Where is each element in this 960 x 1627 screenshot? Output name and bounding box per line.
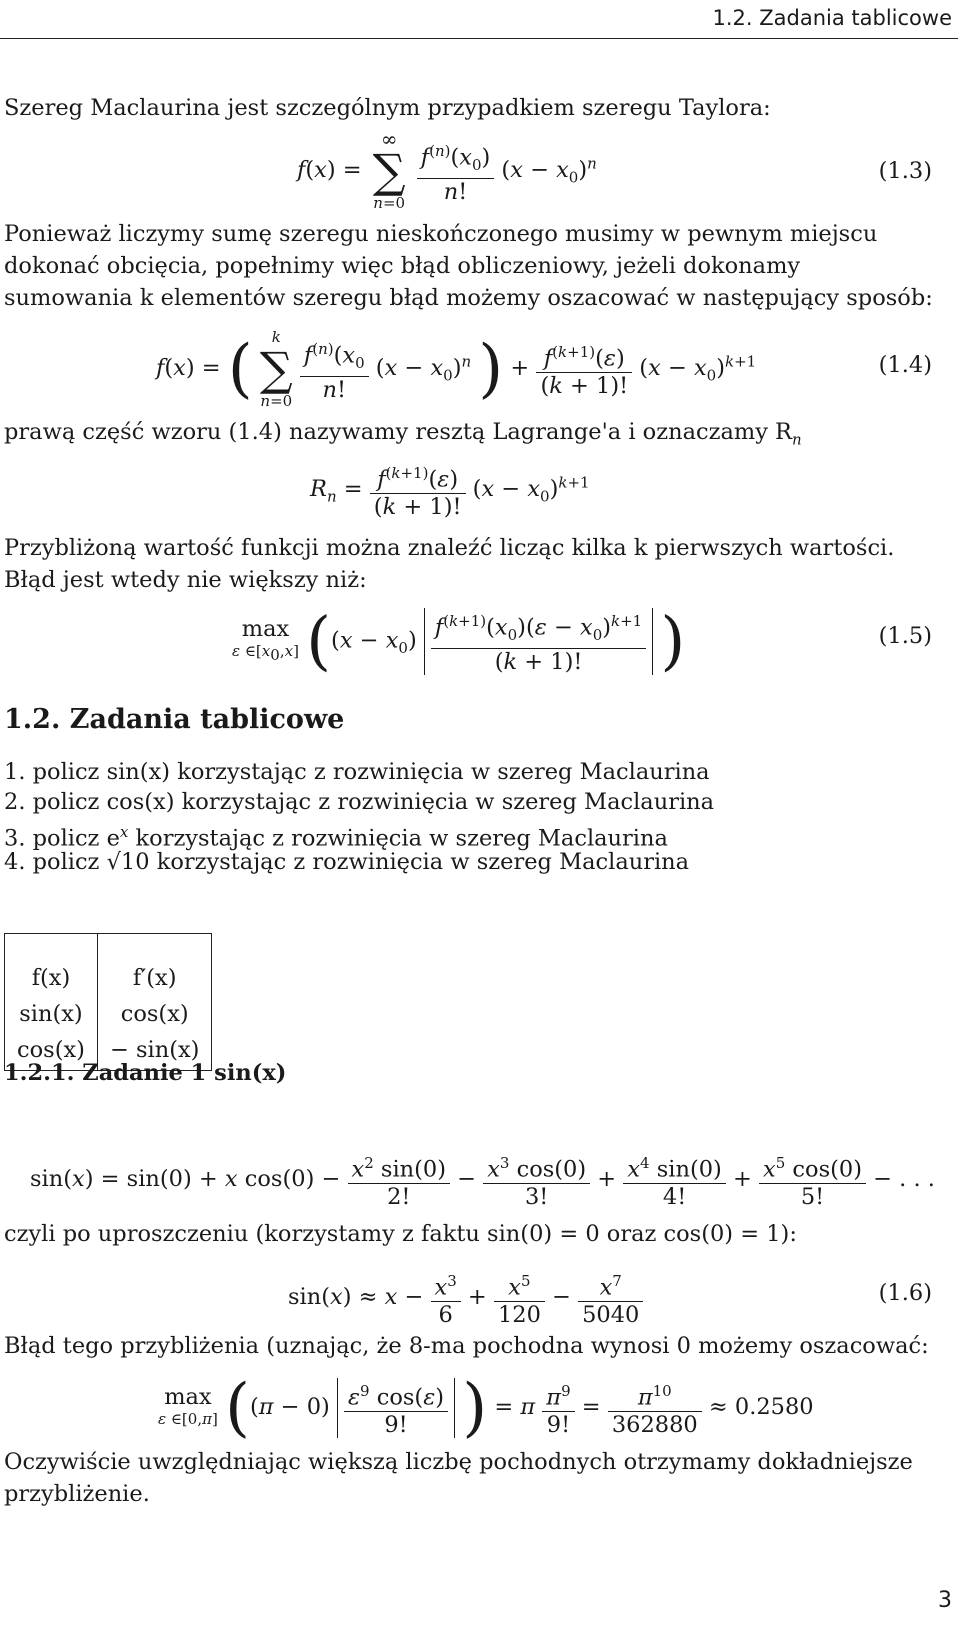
table-row (5, 996, 212, 1032)
section-title: 1.2. Zadania tablicowe (4, 704, 345, 735)
task-3-head: 3. policz e (4, 825, 120, 852)
lagrange-text: prawą część wzoru (1.4) nazywamy resztą Lagrange'a i oznaczamy R (4, 419, 792, 445)
table-cell: f(x) (5, 934, 98, 997)
equation-1-4: f(x) = ( k ∑ n=0 $\frac{f^{(n)}(x_0}{n!}$ $(x - x_0)^n$ ) + $\frac{f^{(k+1)}(\varepsilon)}{(k + 1)!}$ $(x - x_0)^{k+1}$ (156, 328, 757, 410)
table-cell: cos(x) (97, 996, 211, 1032)
task-item: 1. policz sin(x) korzystając z rozwinięcia w szereg Maclaurina (4, 759, 710, 785)
table-row (5, 934, 212, 997)
equation-number: (1.5) (878, 623, 932, 649)
paragraph-error: Błąd tego przybliżenia (uznając, że 8-ma pochodna wynosi 0 możemy oszacować: (4, 1333, 929, 1359)
equation-number: (1.4) (878, 352, 932, 378)
equation-number: (1.6) (878, 1280, 932, 1306)
table-cell: f′(x) (97, 934, 211, 997)
subsection-title: 1.2.1. Zadanie 1 sin(x) (4, 1060, 287, 1086)
table-cell: cos(x) (5, 1032, 98, 1071)
equation-error-estimate: max ε ∈[0,π] ((π − 0) $\frac{\varepsilon^9 \cos(\varepsilon)}{9!}$ ) = π $\frac{\pi^9}{9!}$ = $\frac{\pi^{10}}{362880}$ ≈ 0.2580 (158, 1371, 814, 1445)
task-item: 4. policz √10 korzystając z rozwinięcia w szereg Maclaurina (4, 849, 690, 875)
paragraph-lagrange: prawą część wzoru (1.4) nazywamy resztą Lagrange'a i oznaczamy $R_n$ (4, 419, 802, 449)
table-cell: sin(x) (5, 996, 98, 1032)
derivative-table (4, 933, 212, 1071)
equation-1-5: max ε $\in[x_0,x]$ ($(x - x_0)$ $\frac{f^{(k+1)}(x_0)(\varepsilon - x_0)^{k+1}}{(k + 1)!}$ ) (232, 604, 686, 679)
task-item: 2. policz cos(x) korzystając z rozwinięcia w szereg Maclaurina (4, 789, 715, 815)
paragraph-simplify: czyli po uproszczeniu (korzystamy z faktu sin(0) = 0 oraz cos(0) = 1): (4, 1221, 797, 1247)
paragraph-conclusion: Oczywiście uwzględniając większą liczbę pochodnych otrzymamy dokładniejsze przybliżenie. (4, 1449, 913, 1507)
task-3-tail: korzystając z rozwinięcia w szereg Maclaurina (128, 825, 668, 852)
paragraph-intro: Szereg Maclaurina jest szczególnym przypadkiem szeregu Taylora: (4, 95, 771, 121)
equation-remainder: $R_n$ = $\frac{f^{(k+1)}(\varepsilon)}{(k + 1)!}$ $(x - x_0)^{k+1}$ (310, 460, 590, 520)
result-value: ≈ 0.2580 (708, 1394, 814, 1420)
paragraph-approx: Przybliżoną wartość funkcji można znaleźć licząc kilka k pierwszych wartości. Błąd jest wtedy nie większy niż: (4, 535, 895, 593)
task-item: 3. policz $e^x$ korzystając z rozwinięcia w szereg Maclaurina (4, 823, 668, 852)
running-header (0, 0, 958, 39)
equation-1-6: sin(x) ≈ x − $\frac{x^3}{6}$ + $\frac{x^5}{120}$ − $\frac{x^7}{5040}$ (288, 1268, 643, 1328)
equation-number: (1.3) (878, 158, 932, 184)
equation-1-3: f(x) = ∞ ∑ n=0 $\frac{f^{(n)}(x_0)}{n!}$ $(x - x_0)^n$ (297, 127, 597, 212)
table-cell: − sin(x) (97, 1032, 211, 1071)
page-number: 3 (938, 1588, 952, 1613)
equation-sin-expansion: sin(x) = sin(0) + x cos(0) − $\frac{x^2 \sin(0)}{2!}$ − $\frac{x^3 \cos(0)}{3!}$ + $\frac{x^4 \sin(0)}{4!}$ + $\frac{x^5 \cos(0)}{5!}$ − . . . (30, 1150, 935, 1210)
running-title: 1.2. Zadania tablicowe (712, 6, 952, 30)
paragraph-truncation: Ponieważ liczymy sumę szeregu nieskończonego musimy w pewnym miejscu dokonać obcięcia, popełnimy więc błąd obliczeniowy, jeżeli dokonamy sumowania k elementów szeregu błąd możemy oszacować w następujący sposób: (4, 221, 933, 311)
